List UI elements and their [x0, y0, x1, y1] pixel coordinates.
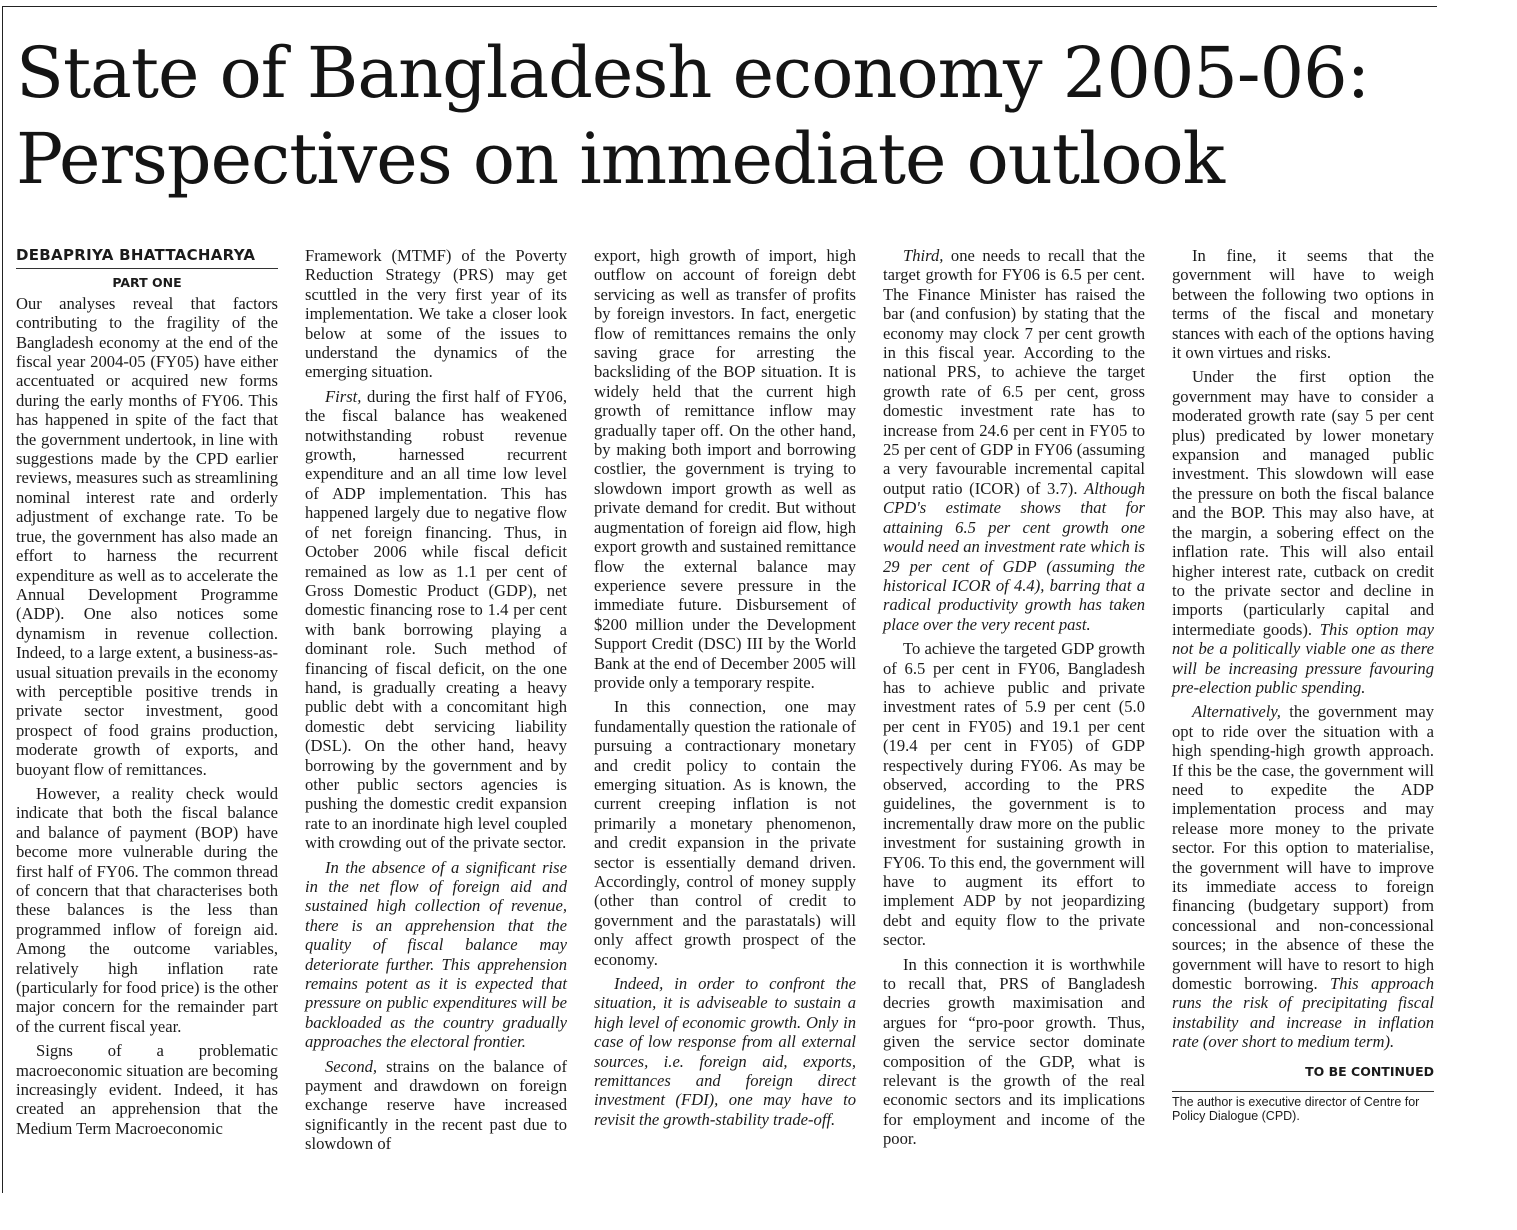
paragraph: Under the first option the government may have to consider a moderated growth rate (say 5 per cent plus) predicated by lower monetary expansion and managed public investment. This slowdown will ease the pressure on both the fiscal balance and the BOP. This may also have, at the margin, a sobering effect on the inflation rate. This will also entail higher interest rate, cutback on credit to the private sector and decline in imports (particularly capital and intermediate goods). This option may not be a politically viable one as there will be increasing pressure favouring pre-election public spending. — [1172, 367, 1434, 697]
paragraph: Our analyses reveal that factors contributing to the fragility of the Bangladesh economy at the end of the fiscal year 2004-05 (FY05) have either accentuated or acquired new forms during the early months of FY06. This has happened in spite of the fact that the government undertook, in line with suggestions made by the CPD earlier reviews, measures such as streamlining nominal interest rate and orderly adjustment of exchange rate. To be true, the government has also made an effort to harness the recurrent expenditure as well as to accelerate the Annual Development Programme (ADP). One also notices some dynamism in revenue collection. Indeed, to a large extent, a business-as-usual situation prevails in the economy with perceptible positive trends in private sector investment, good prospect of food grains production, moderate growth of exports, and buoyant flow of remittances. — [16, 293, 278, 779]
paragraph-italic: In the absence of a significant rise in the net flow of foreign aid and sustained high collection of revenue, there is an apprehension that the quality of fiscal balance may deteriorate further. This apprehension remains potent as it is expected that pressure on public expenditures will be backloaded as the country gradually approaches the electoral frontier. — [305, 857, 567, 1052]
part-label: PART ONE — [112, 275, 182, 291]
paragraph: Second, strains on the balance of payment and drawdown on foreign exchange reserve have increased significantly in the recent past due to slowdown of — [305, 1056, 567, 1154]
paragraph-lead: Third, — [903, 246, 944, 265]
paragraph: Third, one needs to recall that the target growth for FY06 is 6.5 per cent. The Finance Minister has raised the bar (and confusion) by stating that the economy may clock 7 per cent growth in this fiscal year. According to the national PRS, to achieve the target growth rate of 6.5 per cent, gross domestic investment rate has to increase from 24.6 per cent in FY05 to 25 per cent of GDP in FY06 (assuming a very favourable incremental capital output ratio (ICOR) of 3.7). Although CPD's estimate shows that for attaining 6.5 per cent growth one would need an investment rate which is 29 per cent of GDP (assuming the historical ICOR of 4.4), barring that a radical productivity growth has taken place over the very recent past. — [883, 246, 1145, 634]
paragraph: In fine, it seems that the government will have to weigh between the following two options in terms of the fiscal and monetary stances with each of the options having it own virtues and risks. — [1172, 246, 1434, 363]
paragraph-lead: First, — [325, 386, 362, 406]
paragraph-lead: Second, — [325, 1056, 378, 1076]
headline-line-1: State of Bangladesh economy 2005-06: — [16, 32, 1370, 114]
paragraph: However, a reality check would indicate that both the fiscal balance and balance of payment (BOP) have become more vulnerable during the first half of FY06. The common thread of concern that that characterises both these balances is the less than programmed inflow of foreign aid. Among the outcome variables, relatively high inflation rate (particularly for food price) is the other major concern for the remainder part of the current fiscal year. — [16, 783, 278, 1036]
paragraph: To achieve the targeted GDP growth of 6.5 per cent in FY06, Bangladesh has to achieve public and private investment rates of 5.9 per cent (5.0 per cent in FY05) and 19.1 per cent (19.4 per cent in FY05) of GDP respectively during FY06. As may be observed, according to the PRS guidelines, the government is to incrementally draw more on the public investment for sustaining growth in FY06. To this end, the government will have to augment its effort to implement ADP by not jeopardizing debt and equity flow to the private sector. — [883, 639, 1145, 950]
paragraph-lead: Alternatively, — [1192, 702, 1281, 722]
paragraph-italic: Indeed, in order to confront the situation, it is adviseable to sustain a high level of economic growth. Only in case of low response from all external sources, i.e. foreign aid, exports, remittances and foreign direct investment (FDI), one may have to revisit the growth-stability trade-off. — [594, 974, 856, 1129]
paragraph: Signs of a problematic macroeconomic situation are becoming increasingly evident. Indeed, it has created an apprehension that the Medium Term Macroeconomic — [16, 1041, 278, 1138]
author-note: The author is executive director of Centre for Policy Dialogue (CPD). — [1172, 1091, 1434, 1123]
column-4 — [883, 246, 1145, 1149]
paragraph: Framework (MTMF) of the Poverty Reduction Strategy (PRS) may get scuttled in the very first year of its implementation. We take a closer look below at some of the issues to understand the dynamics of the emerging situation. — [305, 246, 567, 382]
paragraph: In this connection, one may fundamentally question the rationale of pursuing a contractionary monetary and credit policy to contain the emerging situation. As is known, the current creeping inflation is not primarily a monetary phenomenon, and credit expansion in the private sector is essentially demand driven. Accordingly, control of money supply (other than control of credit to government and the parastatals) will only affect growth prospect of the economy. — [594, 697, 856, 969]
column-3 — [594, 246, 856, 1129]
paragraph: Alternatively, the government may opt to ride over the situation with a high spending-high growth approach. If this be the case, the government will need to expedite the ADP implementation process and may release more money to the private sector. For this option to materialise, the government will have to improve its immediate access to foreign financing (budgetary support) from concessional and non-concessional sources; in the absence of these the government will have to resort to high domestic borrowing. This approach runs the risk of precipitating fiscal instability and increase in inflation rate (over short to medium term). — [1172, 702, 1434, 1052]
paragraph: First, during the first half of FY06, the fiscal balance has weakened notwithstanding robust revenue growth, harnessed recurrent expenditure and an all time low level of ADP implementation. This has happened largely due to negative flow of net foreign financing. Thus, in October 2006 while fiscal deficit remained as low as 1.1 per cent of Gross Domestic Product (GDP), net domestic financing rose to 1.4 per cent with bank borrowing playing a dominant role. Such method of financing of fiscal deficit, on the one hand, is gradually creating a heavy public debt with a concomitant high domestic debt servicing liability (DSL). On the other hand, heavy borrowing by the government and by other public sectors agencies is pushing the domestic credit expansion rate to an inordinate high level coupled with crowding out of the private sector. — [305, 386, 567, 853]
column-1 — [16, 246, 278, 1138]
article-headline — [16, 30, 1426, 202]
headline-line-2: Perspectives on immediate outlook — [16, 118, 1225, 200]
paragraph: In this connection it is worthwhile to recall that, PRS of Bangladesh decries growth maximisation and argues for “pro-poor growth. Thus, given the service sector dominate composition of the GDP, what is relevant is the growth of the real economic sectors and its implications for employment and income of the poor. — [883, 954, 1145, 1149]
paragraph: export, high growth of import, high outflow on account of foreign debt servicing as well as transfer of profits by foreign investors. In fact, energetic flow of remittances remains the only saving grace for arresting the backsliding of the BOP situation. It is widely held that the current high growth of remittance inflow may gradually taper off. On the other hand, by making both import and borrowing costlier, the government is trying to slowdown import growth as well as private demand for credit. But without augmentation of foreign aid flow, high export growth and sustained remittance flow the external balance may experience severe pressure in the immediate future. Disbursement of $200 million under the Development Support Credit (DSC) III by the World Bank at the end of December 2005 will provide only a temporary respite. — [594, 246, 856, 692]
to-be-continued: TO BE CONTINUED — [1305, 1063, 1434, 1079]
column-5 — [1172, 246, 1434, 1123]
column-2 — [305, 246, 567, 1154]
byline: DEBAPRIYA BHATTACHARYA — [16, 246, 278, 269]
